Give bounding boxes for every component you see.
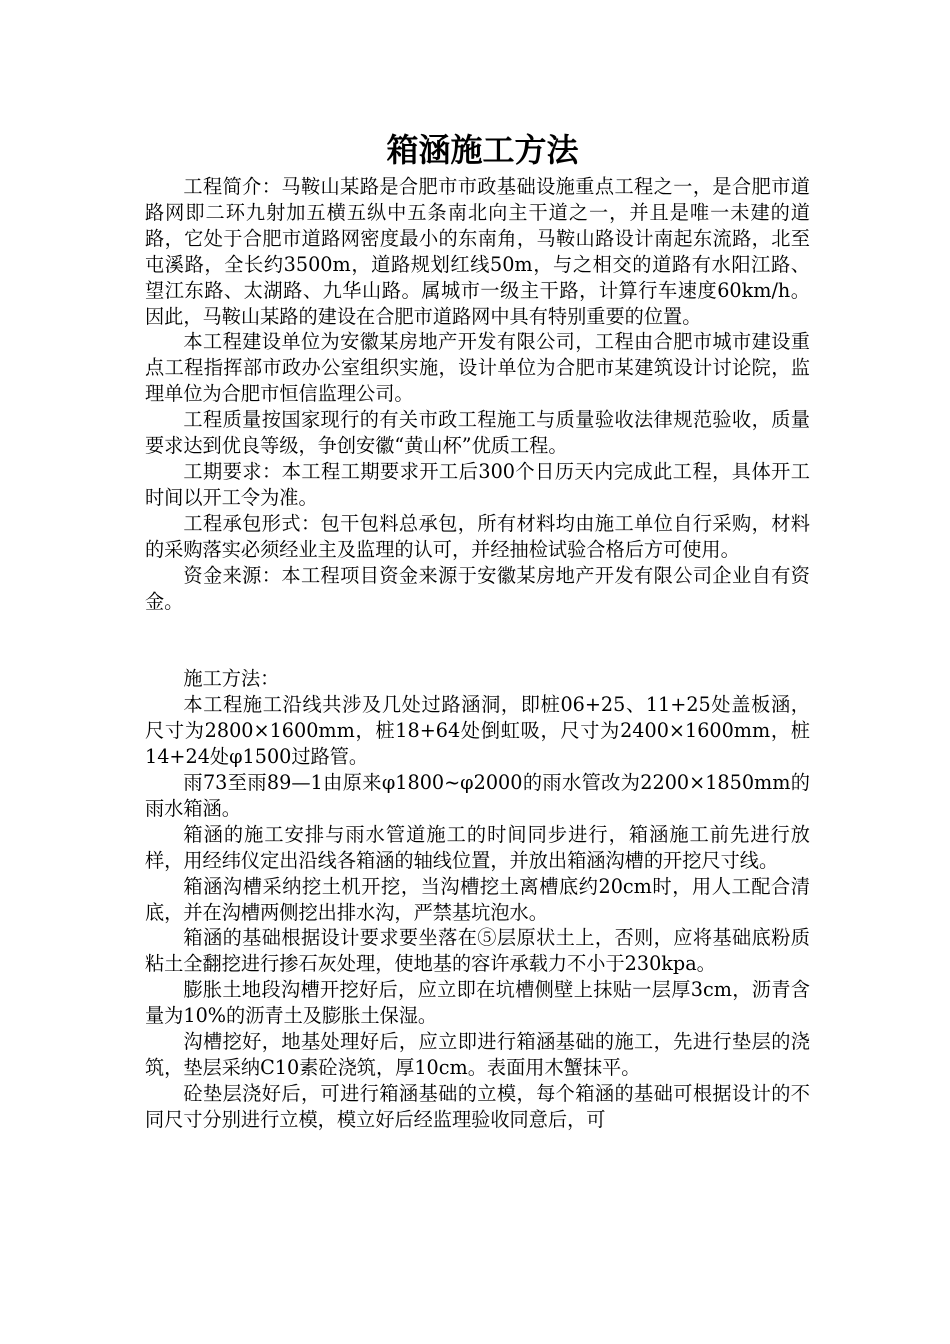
method-paragraph-rain-box-culvert: 雨73至雨89—1由原来φ1800~φ2000的雨水管改为2200×1850mm的雨水箱涵。 [145,771,810,820]
method-heading: 施工方法： [183,667,280,691]
method-paragraph-foundation: 箱涵的基础根据设计要求要坐落在⑤层原状土上，否则，应将基础底粉质粘土全翻挖进行掺石灰处理，使地基的容许承载力不小于230kpa。 [145,926,810,976]
intro-paragraph-construction-units: 本工程建设单位为安徽某房地产开发有限公司，工程由合肥市城市建设重点工程指挥部市政办公室组织实施，设计单位为合肥市某建筑设计讨论院，监理单位为合肥市恒信监理公司。 [145,330,810,406]
intro-paragraph-funding: 资金来源：本工程项目资金来源于安徽某房地产开发有限公司企业自有资金。 [145,563,810,613]
document-title: 箱涵施工方法 [386,131,579,169]
method-paragraph-excavation: 箱涵沟槽采纳挖土机开挖，当沟槽挖土离槽底约20cm时，用人工配合清底，并在沟槽两侧挖出排水沟，严禁基坑泡水。 [145,874,810,924]
section-spacer [145,614,810,666]
method-paragraph-culverts: 本工程施工沿线共涉及几处过路涵洞，即桩06+25、11+25处盖板涵，尺寸为2800×1600mm，桩18+64处倒虹吸，尺寸为2400×1600mm，桩14+24处φ1500过路管。 [145,693,810,769]
intro-paragraph-quality: 工程质量按国家现行的有关市政工程施工与质量验收法律规范验收，质量要求达到优良等级，争创安徽“黄山杯”优质工程。 [145,408,810,458]
method-paragraph-setting-out: 箱涵的施工安排与雨水管道施工的时间同步进行，箱涵施工前先进行放样，用经纬仪定出沿线各箱涵的轴线位置，并放出箱涵沟槽的开挖尺寸线。 [145,822,810,872]
document-page [145,128,810,1133]
method-paragraph-expansive-soil: 膨胀土地段沟槽开挖好后，应立即在坑槽侧壁上抹贴一层厚3cm，沥青含量为10%的沥青土及膨胀土保湿。 [145,978,810,1028]
intro-paragraph-contract-form: 工程承包形式：包干包料总承包，所有材料均由施工单位自行采购，材料的采购落实必须经业主及监理的认可，并经抽检试验合格后方可使用。 [145,511,810,561]
intro-paragraph-schedule: 工期要求：本工程工期要求开工后300个日历天内完成此工程，具体开工时间以开工令为准。 [145,459,810,509]
method-paragraph-formwork: 砼垫层浇好后，可进行箱涵基础的立模，每个箱涵的基础可根据设计的不同尺寸分别进行立模，模立好后经监理验收同意后，可 [145,1081,810,1131]
intro-paragraph-project-overview: 工程简介：马鞍山某路是合肥市市政基础设施重点工程之一，是合肥市道路网即二环九射加五横五纵中五条南北向主干道之一，并且是唯一未建的道路，它处于合肥市道路网密度最小的东南角，马鞍山路设计南起东流路，北至屯溪路，全长约3500m，道路规划红线50m，与之相交的道路有水阳江路、望江东路、太湖路、九华山路。属城市一级主干路，计算行车速度60km/h。因此，马鞍山某路的建设在合肥市道路网中具有特别重要的位置。 [145,175,810,328]
method-paragraph-cushion-layer: 沟槽挖好，地基处理好后，应立即进行箱涵基础的施工，先进行垫层的浇筑，垫层采纳C10素砼浇筑，厚10cm。表面用木蟹抹平。 [145,1030,810,1079]
